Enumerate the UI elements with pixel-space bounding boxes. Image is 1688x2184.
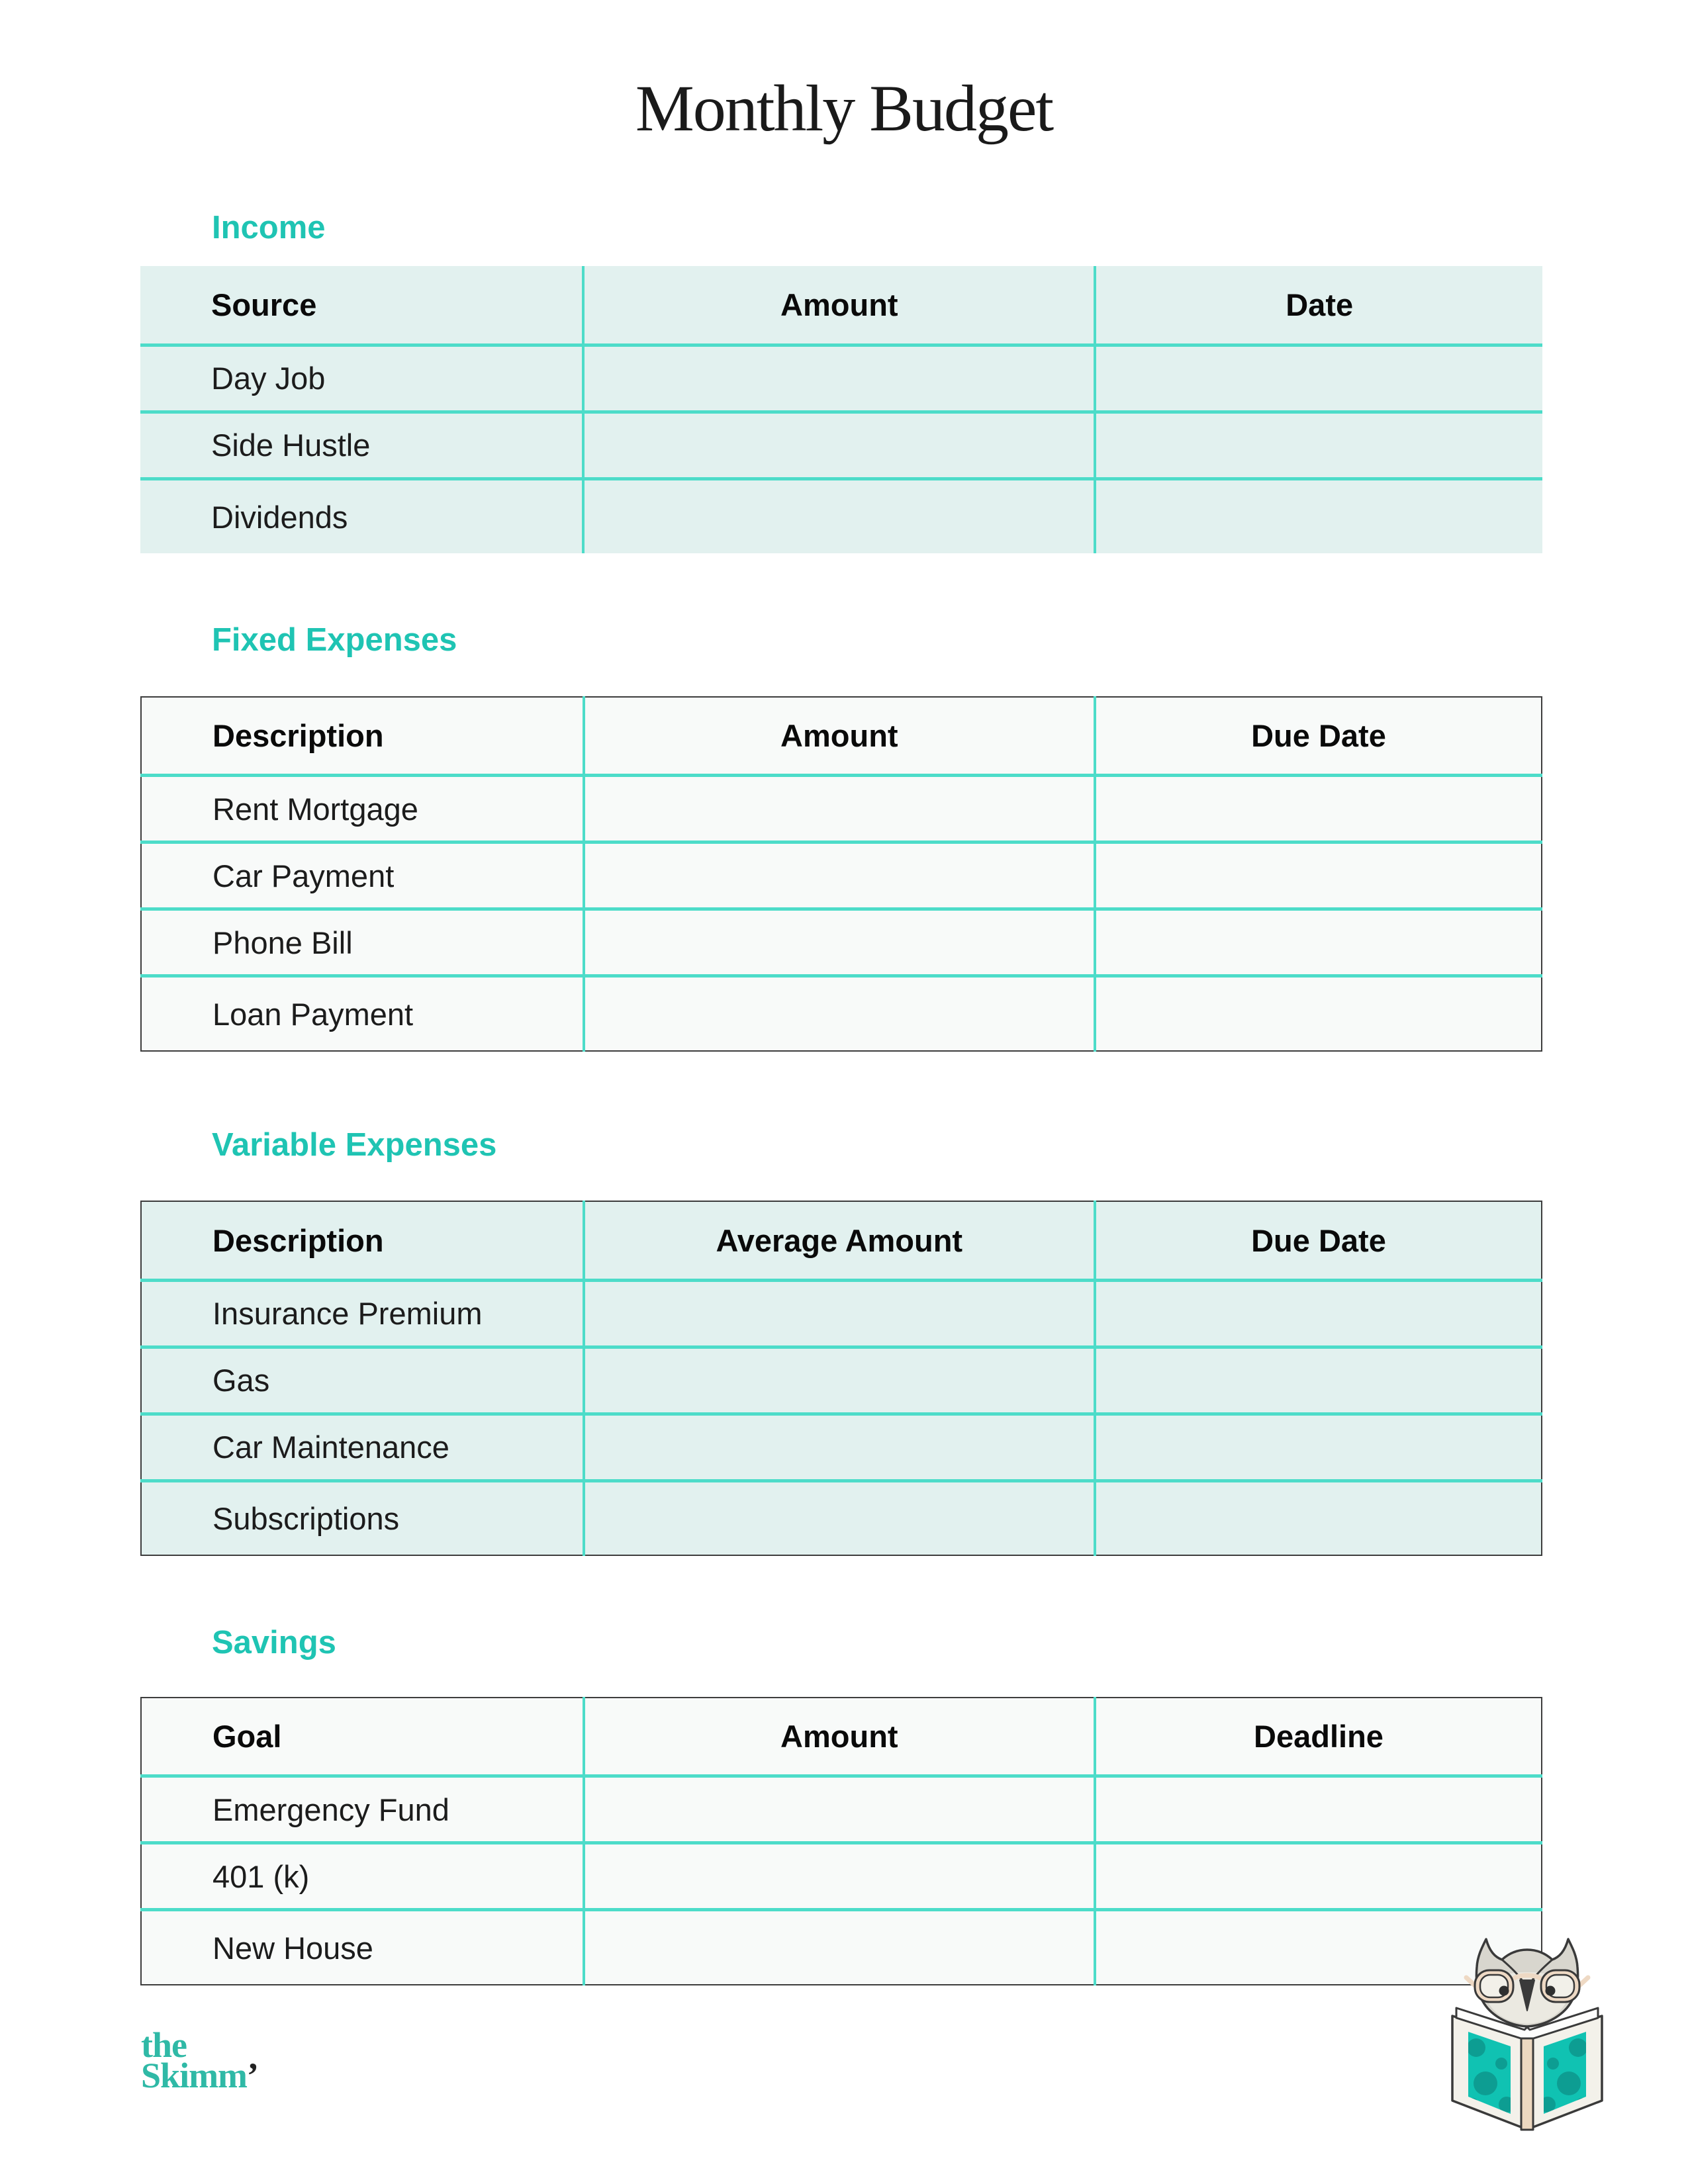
content-area (140, 211, 1542, 1985)
row-label-cell: Gas (212, 1363, 270, 1398)
savings-heading: Savings (212, 1625, 336, 1661)
blank-cell-date (1095, 412, 1542, 478)
table-row (140, 345, 1542, 412)
blank-cell-due-date (1095, 776, 1542, 842)
blank-cell-amount (584, 909, 1095, 976)
row-label-cell: Insurance Premium (212, 1296, 483, 1332)
section-income (140, 211, 1542, 553)
blank-cell-average-amount (584, 1280, 1095, 1347)
blank-cell-due-date (1095, 1480, 1542, 1555)
row-label-cell: Emergency Fund (212, 1792, 449, 1827)
blank-cell-amount (584, 1910, 1095, 1985)
column-header-description: Description (212, 718, 384, 754)
column-header-amount: Amount (584, 1698, 1095, 1776)
column-header-due-date: Due Date (1095, 697, 1542, 776)
table-row (141, 1480, 1542, 1555)
income-table (140, 266, 1542, 553)
income-heading: Income (212, 210, 326, 246)
page-title: Monthly Budget (635, 71, 1053, 145)
blank-cell-date (1095, 478, 1542, 553)
row-label-cell: Phone Bill (212, 925, 353, 960)
logo-line-2: Skimm’ (141, 2055, 259, 2095)
blank-cell-average-amount (584, 1347, 1095, 1414)
column-header-goal: Goal (212, 1719, 282, 1754)
blank-cell-due-date (1095, 1414, 1542, 1480)
blank-cell-amount (584, 842, 1095, 909)
row-label-cell: 401 (k) (212, 1858, 310, 1894)
row-label-cell: Side Hustle (211, 428, 371, 463)
row-label-cell: Day Job (211, 361, 326, 396)
blank-cell-average-amount (584, 1414, 1095, 1480)
variable-expenses-table (140, 1201, 1542, 1556)
column-header-amount: Amount (584, 697, 1095, 776)
logo-line-1: the (141, 2025, 187, 2065)
table-row (141, 909, 1542, 976)
blank-cell-amount (584, 1776, 1095, 1843)
table-row (141, 1280, 1542, 1347)
blank-cell-due-date (1095, 1347, 1542, 1414)
blank-cell-due-date (1095, 976, 1542, 1051)
blank-cell-deadline (1095, 1843, 1542, 1910)
column-header-deadline: Deadline (1095, 1698, 1542, 1776)
row-label-cell: Loan Payment (212, 996, 414, 1032)
blank-cell-due-date (1095, 842, 1542, 909)
column-header-date: Date (1095, 266, 1542, 345)
row-label-cell: Car Payment (212, 858, 395, 893)
fixed-expenses-heading: Fixed Expenses (212, 622, 457, 659)
savings-table (140, 1697, 1542, 1985)
row-label-cell: Dividends (211, 499, 348, 535)
fixed-expenses-table (140, 696, 1542, 1052)
blank-cell-amount (583, 412, 1095, 478)
table-row (140, 412, 1542, 478)
row-label-cell: Subscriptions (212, 1501, 400, 1537)
blank-cell-average-amount (584, 1480, 1095, 1555)
column-header-due-date: Due Date (1095, 1201, 1542, 1280)
blank-cell-due-date (1095, 909, 1542, 976)
column-header-amount: Amount (583, 266, 1095, 345)
section-savings (140, 1626, 1542, 1985)
table-row (141, 1347, 1542, 1414)
row-label-cell: New House (212, 1930, 373, 1966)
blank-cell-amount (584, 976, 1095, 1051)
blank-cell-deadline (1095, 1776, 1542, 1843)
table-row (141, 1910, 1542, 1985)
column-header-average-amount: Average Amount (584, 1201, 1095, 1280)
owl-reading-book-illustration (1447, 1934, 1607, 2134)
logo-apostrophe: ’ (247, 2055, 259, 2095)
section-variable-expenses (140, 1128, 1542, 1556)
theskimm-logo (141, 2025, 259, 2095)
table-row (141, 842, 1542, 909)
variable-expenses-heading: Variable Expenses (212, 1126, 497, 1163)
blank-cell-amount (584, 1843, 1095, 1910)
blank-cell-amount (583, 345, 1095, 412)
table-row (141, 776, 1542, 842)
row-label-cell: Car Maintenance (212, 1430, 449, 1465)
section-fixed-expenses (140, 623, 1542, 1051)
row-label-cell: Rent Mortgage (212, 791, 418, 827)
owl-icon (1447, 1934, 1607, 2134)
table-row (141, 1414, 1542, 1480)
blank-cell-amount (584, 776, 1095, 842)
table-row (141, 1776, 1542, 1843)
blank-cell-due-date (1095, 1280, 1542, 1347)
blank-cell-amount (583, 478, 1095, 553)
table-row (141, 976, 1542, 1051)
table-row (141, 1843, 1542, 1910)
blank-cell-date (1095, 345, 1542, 412)
column-header-description: Description (212, 1222, 384, 1258)
column-header-source: Source (211, 287, 317, 323)
table-row (140, 478, 1542, 553)
book-spine (1521, 2038, 1533, 2130)
